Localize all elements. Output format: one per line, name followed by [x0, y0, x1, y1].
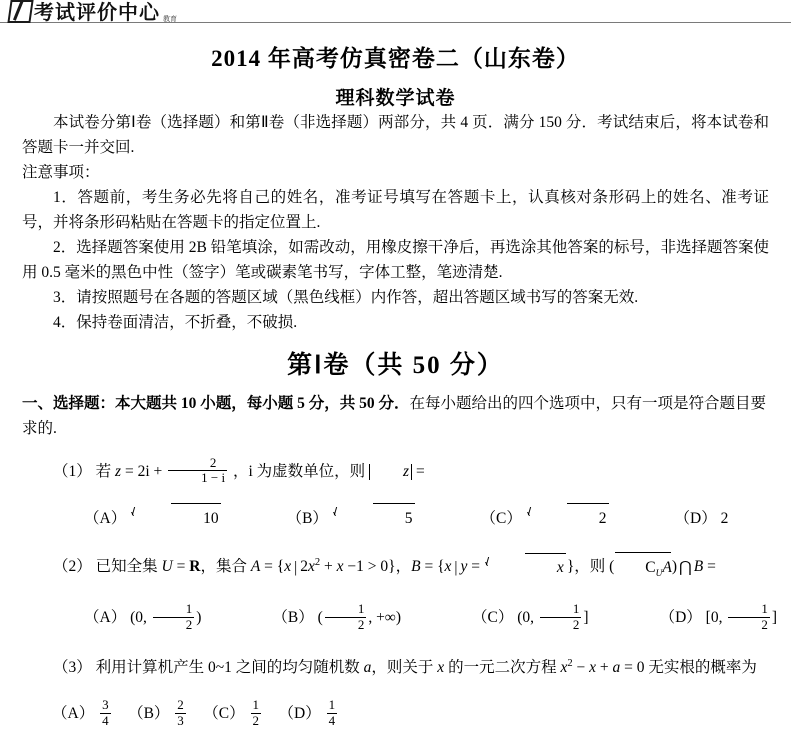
question-1-number: （1）: [53, 462, 92, 480]
page-header-band: [0, 0, 791, 23]
part-instructions-bold: 一、选择题：本大题共 10 小题，每小题 5 分，共 50 分．: [22, 395, 410, 412]
question-1-text-after: ，i 为虚数单位，则: [232, 462, 366, 480]
q2-option-c: （C） (0, $\frac{1}{2}$ ]: [472, 601, 589, 633]
paper-content: [0, 46, 791, 681]
fraction-2-over-1-minus-i: $\frac{2}{1 - i}$: [168, 456, 227, 487]
absolute-value-z: z: [369, 464, 412, 480]
question-2-options: [22, 601, 777, 634]
question-1-text-before: 若: [95, 462, 112, 480]
q1-option-b: （B） 5: [256, 503, 416, 534]
q1-option-d: （D） 2: [674, 509, 729, 527]
site-logo: [8, 0, 177, 24]
q2-option-b: （B） ( $\frac{1}{2}$ , +∞): [272, 601, 402, 633]
q1-option-c: （C） 2: [450, 503, 610, 534]
q2-option-d: （D） [0, $\frac{1}{2}$ ]: [659, 601, 777, 633]
exam-evaluation-center-logo-icon: [8, 0, 30, 21]
question-1-options: [22, 503, 769, 534]
part-instructions: [22, 391, 769, 441]
q2-option-a: （A） (0, $\frac{1}{2}$ ): [84, 601, 202, 633]
q1-option-a: （A） 10: [53, 503, 222, 534]
notice-item-4: 4．保持卷面清洁，不折叠，不破损.: [53, 314, 298, 331]
notice-item-1: 1．答题前，考生务必先将自己的姓名，准考证号填写在答题卡上，认真核对条形码上的姓名、准考证号，并将条形码粘贴在答题卡的指定位置上.: [22, 189, 769, 231]
page-subtitle: 理科数学试卷: [335, 88, 456, 109]
part-instructions-rest: 在每小题给出的四个选项中，只有一项是符合题目要求的.: [22, 395, 767, 437]
notice-item-3: 3．请按照题号在各题的答题区域（黑色线框）内作答，超出答题区域书写的答案无效.: [53, 289, 639, 306]
intro-paragraph: 本试卷分第Ⅰ卷（选择题）和第Ⅱ卷（非选择题）两部分，共 4 页．满分 150 分．考试结束后，将本试卷和答题卡一并交回.: [22, 114, 769, 156]
logo-subtext: 教育: [163, 15, 177, 23]
question-3-options-clipped: （A） $\frac{3}{4}$ （B） $\frac{2}{3}$ （C） $\frac{1}{2}$ （D） $\frac{1}{4}$: [52, 697, 336, 728]
section-title: 第Ⅰ卷（共 50 分）: [287, 352, 504, 379]
notice-item-2: 2．选择题答案使用 2B 铅笔填涂，如需改动，用橡皮擦干净后，再选涂其他答案的标号，非选择题答案使用 0.5 毫米的黑色中性（签字）笔或碳素笔书写，字体工整，笔迹清楚.: [22, 239, 769, 281]
logo-text: 考试评价中心: [34, 0, 160, 24]
question-1: （1） 若 z = 2i + $\frac{2}{1 - i}$ ，i 为虚数单位，则 z =: [53, 454, 425, 486]
question-2: （2） 已知全集 U = R，集合 A = {x | $2x^2 + x -1 > 0$}，B = {x | y = x }，则 ( $C_UA$) ⋂ B =: [22, 549, 769, 587]
notice-label: 注意事项：: [22, 164, 100, 181]
question-3: （3） 利用计算机产生 0~1 之间的均匀随机数 a，则关于 x 的一元二次方程 $x^2 - x + a = 0$ 无实根的概率为: [53, 657, 757, 676]
page-title: 2014 年高考仿真密卷二（山东卷）: [211, 46, 580, 71]
question-2-number: （2）: [53, 558, 92, 576]
question-1-math: z: [115, 462, 122, 480]
question-3-number: （3）: [53, 658, 92, 676]
